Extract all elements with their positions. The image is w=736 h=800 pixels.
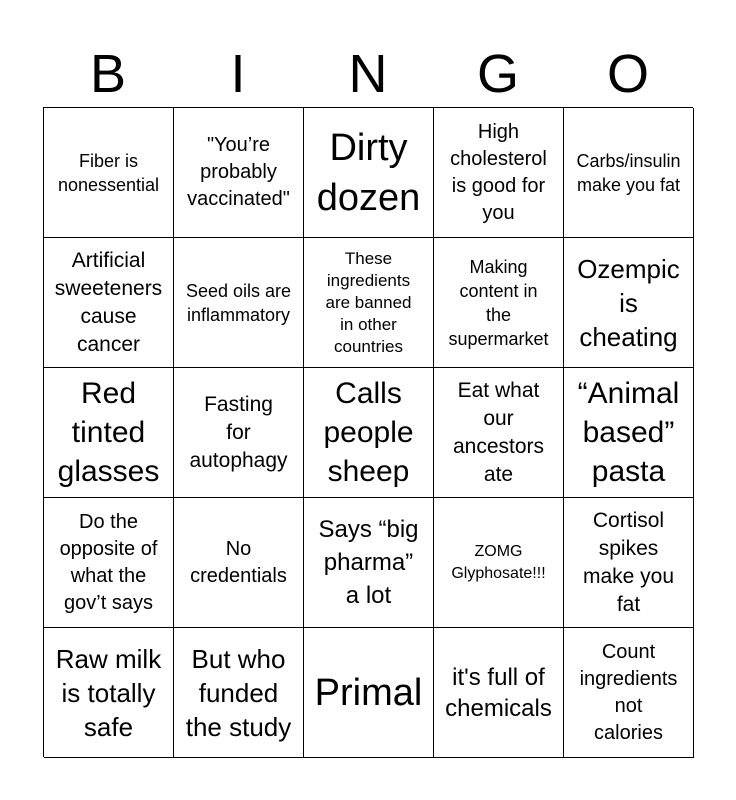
bingo-cell-5-3[interactable] xyxy=(304,628,434,758)
cell-text: Calls people sheep xyxy=(323,377,414,488)
cell-text: it's full of chemicals xyxy=(445,663,552,722)
header-letter-g: G xyxy=(476,44,519,104)
bingo-cell-1-5[interactable] xyxy=(564,108,694,238)
header-letter-i: I xyxy=(230,44,246,104)
bingo-cell-2-1[interactable] xyxy=(44,238,174,368)
bingo-cell-4-5[interactable] xyxy=(564,498,694,628)
bingo-cell-1-3[interactable] xyxy=(304,108,434,238)
cell-text: Carbs/insulin make you fat xyxy=(576,150,681,195)
bingo-cell-3-1[interactable] xyxy=(44,368,174,498)
cell-text: But who funded the study xyxy=(185,643,292,742)
cell-text: Making content in the supermarket xyxy=(448,256,549,349)
cell-text: ZOMG Glyphosate!!! xyxy=(451,542,546,582)
bingo-cell-5-5[interactable] xyxy=(564,628,694,758)
header-letter-b: B xyxy=(89,44,127,104)
bingo-cell-4-3[interactable] xyxy=(304,498,434,628)
cell-text: Says “big pharma” a lot xyxy=(318,516,419,609)
bingo-cell-2-4[interactable] xyxy=(434,238,564,368)
cell-text: Cortisol spikes make you fat xyxy=(582,508,675,616)
bingo-cell-4-4[interactable] xyxy=(434,498,564,628)
bingo-cell-1-1[interactable] xyxy=(44,108,174,238)
bingo-cell-1-2[interactable] xyxy=(174,108,304,238)
cell-text: Ozempic is cheating xyxy=(577,253,680,352)
bingo-cell-2-2[interactable] xyxy=(174,238,304,368)
bingo-cell-3-3[interactable] xyxy=(304,368,434,498)
bingo-cell-2-3[interactable] xyxy=(304,238,434,368)
bingo-grid xyxy=(43,107,693,757)
cell-text: No credentials xyxy=(190,537,287,587)
cell-text: "You’re probably vaccinated" xyxy=(187,134,290,210)
cell-text: High cholesterol is good for you xyxy=(450,120,547,224)
bingo-cell-3-5[interactable] xyxy=(564,368,694,498)
cell-text: Count ingredients not calories xyxy=(579,640,678,744)
cell-text: Dirty dozen xyxy=(316,126,421,219)
cell-text: These ingredients are banned in other countries xyxy=(325,248,412,356)
cell-text: Red tinted glasses xyxy=(57,377,160,488)
bingo-cell-2-5[interactable] xyxy=(564,238,694,368)
bingo-cell-4-1[interactable] xyxy=(44,498,174,628)
bingo-cell-3-2[interactable] xyxy=(174,368,304,498)
bingo-cell-5-1[interactable] xyxy=(44,628,174,758)
header-letter-o: O xyxy=(606,44,649,104)
bingo-cell-5-4[interactable] xyxy=(434,628,564,758)
bingo-cell-5-2[interactable] xyxy=(174,628,304,758)
cell-text: Seed oils are inflammatory xyxy=(185,280,292,325)
cell-text: “Animal based” pasta xyxy=(577,377,680,488)
cell-text: Fiber is nonessential xyxy=(57,150,160,195)
cell-text: Primal xyxy=(314,671,423,714)
cell-text: Fasting for autophagy xyxy=(189,392,288,472)
cell-text: Raw milk is totally safe xyxy=(55,643,162,742)
cell-text: Do the opposite of what the gov’t says xyxy=(59,510,158,614)
bingo-cell-4-2[interactable] xyxy=(174,498,304,628)
bingo-cell-3-4[interactable] xyxy=(434,368,564,498)
bingo-cell-1-4[interactable] xyxy=(434,108,564,238)
header-letter-n: N xyxy=(348,44,388,104)
cell-text: Eat what our ancestors ate xyxy=(452,378,545,486)
bingo-header xyxy=(43,42,693,106)
cell-text: Artificial sweeteners cause cancer xyxy=(54,248,163,356)
